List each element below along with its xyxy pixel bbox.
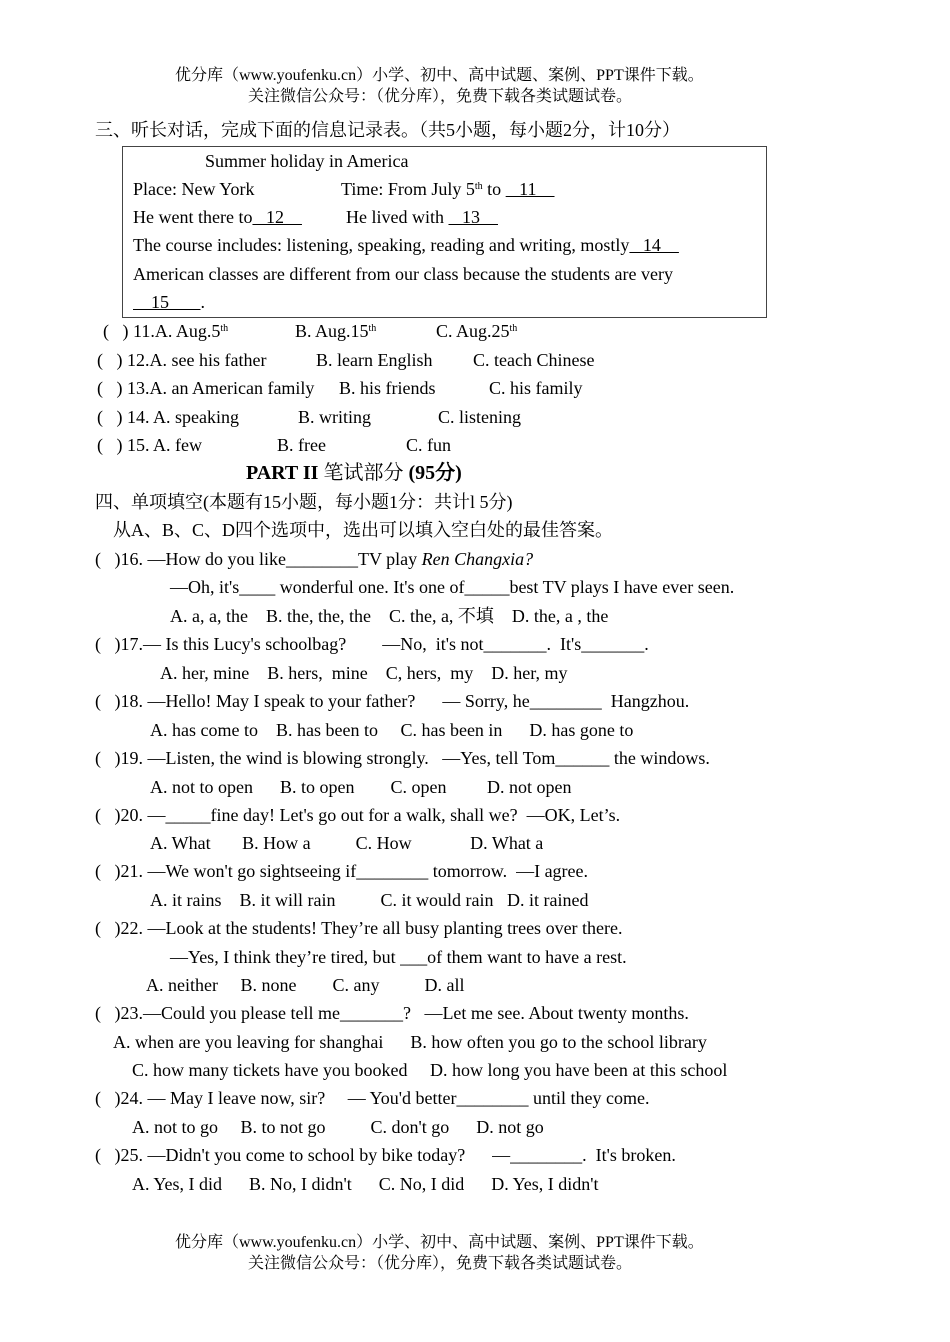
q13-b: B. his friends bbox=[339, 378, 436, 398]
q19-stem: ( )19. —Listen, the wind is blowing strongly. —Yes, tell Tom______ the windows. bbox=[95, 748, 710, 768]
q12-c: C. teach Chinese bbox=[473, 350, 595, 370]
q13-c: C. his family bbox=[489, 378, 583, 398]
blank-12: 12 bbox=[252, 207, 302, 227]
q14-a: ( ) 14. A. speaking bbox=[97, 407, 239, 427]
header-line-1: 优分库（www.youfenku.cn）小学、初中、高中试题、案例、PPT课件下载。 bbox=[175, 67, 704, 84]
q15-c: C. fun bbox=[406, 435, 451, 455]
q11-a: ( ) 11.A. Aug.5th bbox=[103, 321, 229, 341]
section3-title: 三、听长对话，完成下面的信息记录表。（共5小题，每小题2分，计10分） bbox=[95, 120, 680, 140]
blank-11: 11 bbox=[505, 179, 555, 199]
q13-a: ( ) 13.A. an American family bbox=[97, 378, 315, 398]
info-record-table bbox=[122, 146, 767, 318]
q23-stem: ( )23.—Could you please tell me_______? —Let me see. About twenty months. bbox=[95, 1003, 689, 1023]
blank-13: 13 bbox=[448, 207, 498, 227]
q22-options: A. neither B. none C. any D. all bbox=[146, 975, 465, 995]
info-went: He went there to 12 bbox=[133, 207, 302, 227]
q16-stem: ( )16. —How do you like________TV play Ren Changxia? bbox=[95, 549, 534, 569]
q12-b: B. learn English bbox=[316, 350, 433, 370]
q25-options: A. Yes, I did B. No, I didn't C. No, I did D. Yes, I didn't bbox=[132, 1174, 599, 1194]
q24-stem: ( )24. — May I leave now, sir? — You'd better________ until they come. bbox=[95, 1088, 650, 1108]
q17-stem: ( )17.— Is this Lucy's schoolbag? —No, it's not_______. It's_______. bbox=[95, 634, 649, 654]
section4-instruction: 从A、B、C、D四个选项中，选出可以填入空白处的最佳答案。 bbox=[113, 520, 614, 540]
q24-options: A. not to go B. to not go C. don't go D. not go bbox=[132, 1117, 544, 1137]
q21-options: A. it rains B. it will rain C. it would rain D. it rained bbox=[150, 890, 589, 910]
q14-b: B. writing bbox=[298, 407, 372, 427]
info-classes: American classes are different from our class because the students are very bbox=[133, 264, 673, 284]
info-lived: He lived with 13 bbox=[346, 207, 498, 227]
header-line-2: 关注微信公众号：（优分库），免费下载各类试题试卷。 bbox=[248, 88, 633, 105]
footer-line-2: 关注微信公众号：（优分库），免费下载各类试题试卷。 bbox=[248, 1255, 633, 1272]
q11-c: C. Aug.25th bbox=[436, 321, 518, 341]
q12-a: ( ) 12.A. see his father bbox=[97, 350, 267, 370]
q15-a: ( ) 15. A. few bbox=[97, 435, 202, 455]
info-classes-end: 15 . bbox=[133, 292, 205, 312]
q11-b: B. Aug.15th bbox=[295, 321, 377, 341]
q23-options-2: C. how many tickets have you booked D. how long you have been at this school bbox=[132, 1060, 728, 1080]
info-heading: Summer holiday in America bbox=[205, 151, 409, 171]
blank-15: 15 bbox=[133, 292, 201, 312]
section4-title: 四、单项填空(本题有15小题，每小题1分：共计l 5分) bbox=[95, 492, 513, 512]
q21-stem: ( )21. —We won't go sightseeing if________ tomorrow. —I agree. bbox=[95, 861, 589, 881]
info-time: Time: From July 5th to 11 bbox=[341, 179, 555, 199]
blank-14: 14 bbox=[629, 235, 679, 255]
q25-stem: ( )25. —Didn't you come to school by bike today? —________. It's broken. bbox=[95, 1145, 676, 1165]
q23-options-1: A. when are you leaving for shanghai B. how often you go to the school library bbox=[113, 1032, 707, 1052]
q19-options: A. not to open B. to open C. open D. not open bbox=[150, 777, 572, 797]
q22-stem: ( )22. —Look at the students! They’re all busy planting trees over there. bbox=[95, 918, 623, 938]
q18-options: A. has come to B. has been to C. has been in D. has gone to bbox=[150, 720, 634, 740]
footer-line-1: 优分库（www.youfenku.cn）小学、初中、高中试题、案例、PPT课件下载。 bbox=[175, 1234, 704, 1251]
q17-options: A. her, mine B. hers, mine C, hers, my D. her, my bbox=[160, 663, 568, 683]
q22-line2: —Yes, I think they’re tired, but ___of them want to have a rest. bbox=[170, 947, 627, 967]
q18-stem: ( )18. —Hello! May I speak to your father? — Sorry, he________ Hangzhou. bbox=[95, 691, 690, 711]
q16-options: A. a, a, the B. the, the, the C. the, a, 不填 D. the, a , the bbox=[170, 606, 609, 626]
q14-c: C. listening bbox=[438, 407, 522, 427]
q20-stem: ( )20. —_____fine day! Let's go out for a walk, shall we? —OK, Let’s. bbox=[95, 805, 621, 825]
q16-line2: —Oh, it's____ wonderful one. It's one of_____best TV plays I have ever seen. bbox=[170, 577, 735, 597]
part2-title: PART II 笔试部分 (95分) bbox=[246, 462, 462, 484]
info-course: The course includes: listening, speaking, reading and writing, mostly 14 bbox=[133, 235, 679, 255]
q15-b: B. free bbox=[277, 435, 326, 455]
q20-options: A. What B. How a C. How D. What a bbox=[150, 833, 544, 853]
info-place: Place: New York bbox=[133, 179, 255, 199]
